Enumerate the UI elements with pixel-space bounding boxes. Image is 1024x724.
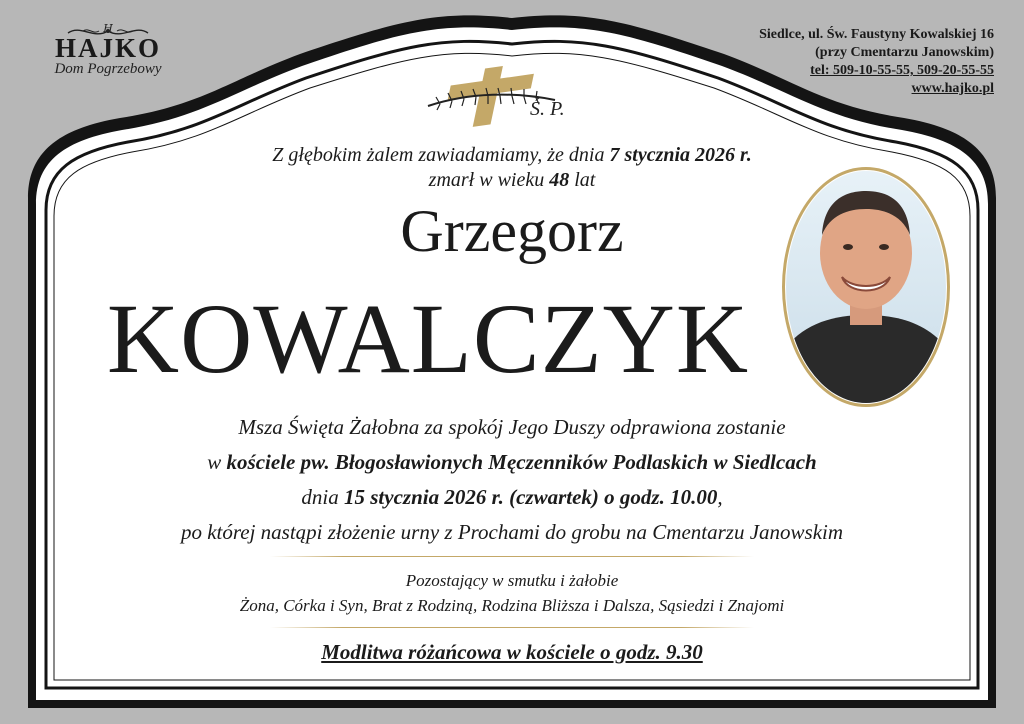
divider-upper [270, 556, 754, 557]
mass-line-1: Msza Święta Żałobna za spokój Jego Duszy odprawiona zostanie [238, 415, 786, 439]
phone-link[interactable]: tel: 509-10-55-55, 509-20-55-55 [810, 63, 994, 78]
address-note: (przy Cmentarzu Janowskim) [815, 45, 994, 60]
contact-info [694, 26, 994, 98]
sp-label: Ś. P. [530, 98, 565, 120]
intro-part2: zmarł w wieku [428, 169, 550, 191]
logo-monogram: H [103, 22, 113, 35]
age-value: 48 [549, 169, 570, 191]
cross-emblem-icon [420, 62, 590, 132]
death-date: 7 stycznia 2026 r. [609, 144, 752, 166]
mass-line-3-prefix: dnia [301, 485, 344, 509]
portrait-photo [780, 165, 952, 409]
divider-lower [270, 627, 754, 628]
mass-line-3-suffix: , [717, 485, 723, 509]
prayer-note [0, 639, 1024, 665]
prayer-text: Modlitwa różańcowa w kościele o godz. 9.30 [321, 640, 703, 664]
funeral-home-logo [28, 22, 188, 78]
mass-line-2-prefix: w [207, 450, 227, 474]
last-name: KOWALCZYK [106, 283, 750, 394]
first-name: Grzegorz [400, 198, 624, 264]
mourners-section [0, 568, 1024, 618]
mass-info [0, 410, 1024, 550]
mourners-list: Żona, Córka i Syn, Brat z Rodziną, Rodzina Bliższa i Dalsza, Sąsiedzi i Znajomi [239, 596, 785, 615]
mourners-heading: Pozostający w smutku i żałobie [405, 571, 619, 590]
funeral-date-time: 15 stycznia 2026 r. (czwartek) o godz. 10.00 [344, 485, 718, 509]
mass-line-4: po której nastąpi złożenie urny z Prochami do grobu na Cmentarzu Janowskim [180, 520, 844, 544]
logo-subtitle: Dom Pogrzebowy [54, 61, 162, 77]
logo-brand: HAJKO [54, 33, 161, 63]
church-name: kościele pw. Błogosławionych Męczenników Podlaskich w Siedlcach [226, 450, 817, 474]
address-line: Siedlce, ul. Św. Faustyny Kowalskiej 16 [759, 27, 994, 42]
intro-part1: Z głębokim żalem zawiadamiamy, że dnia [272, 144, 610, 166]
website-link[interactable]: www.hajko.pl [911, 81, 994, 96]
intro-part3: lat [569, 169, 596, 191]
